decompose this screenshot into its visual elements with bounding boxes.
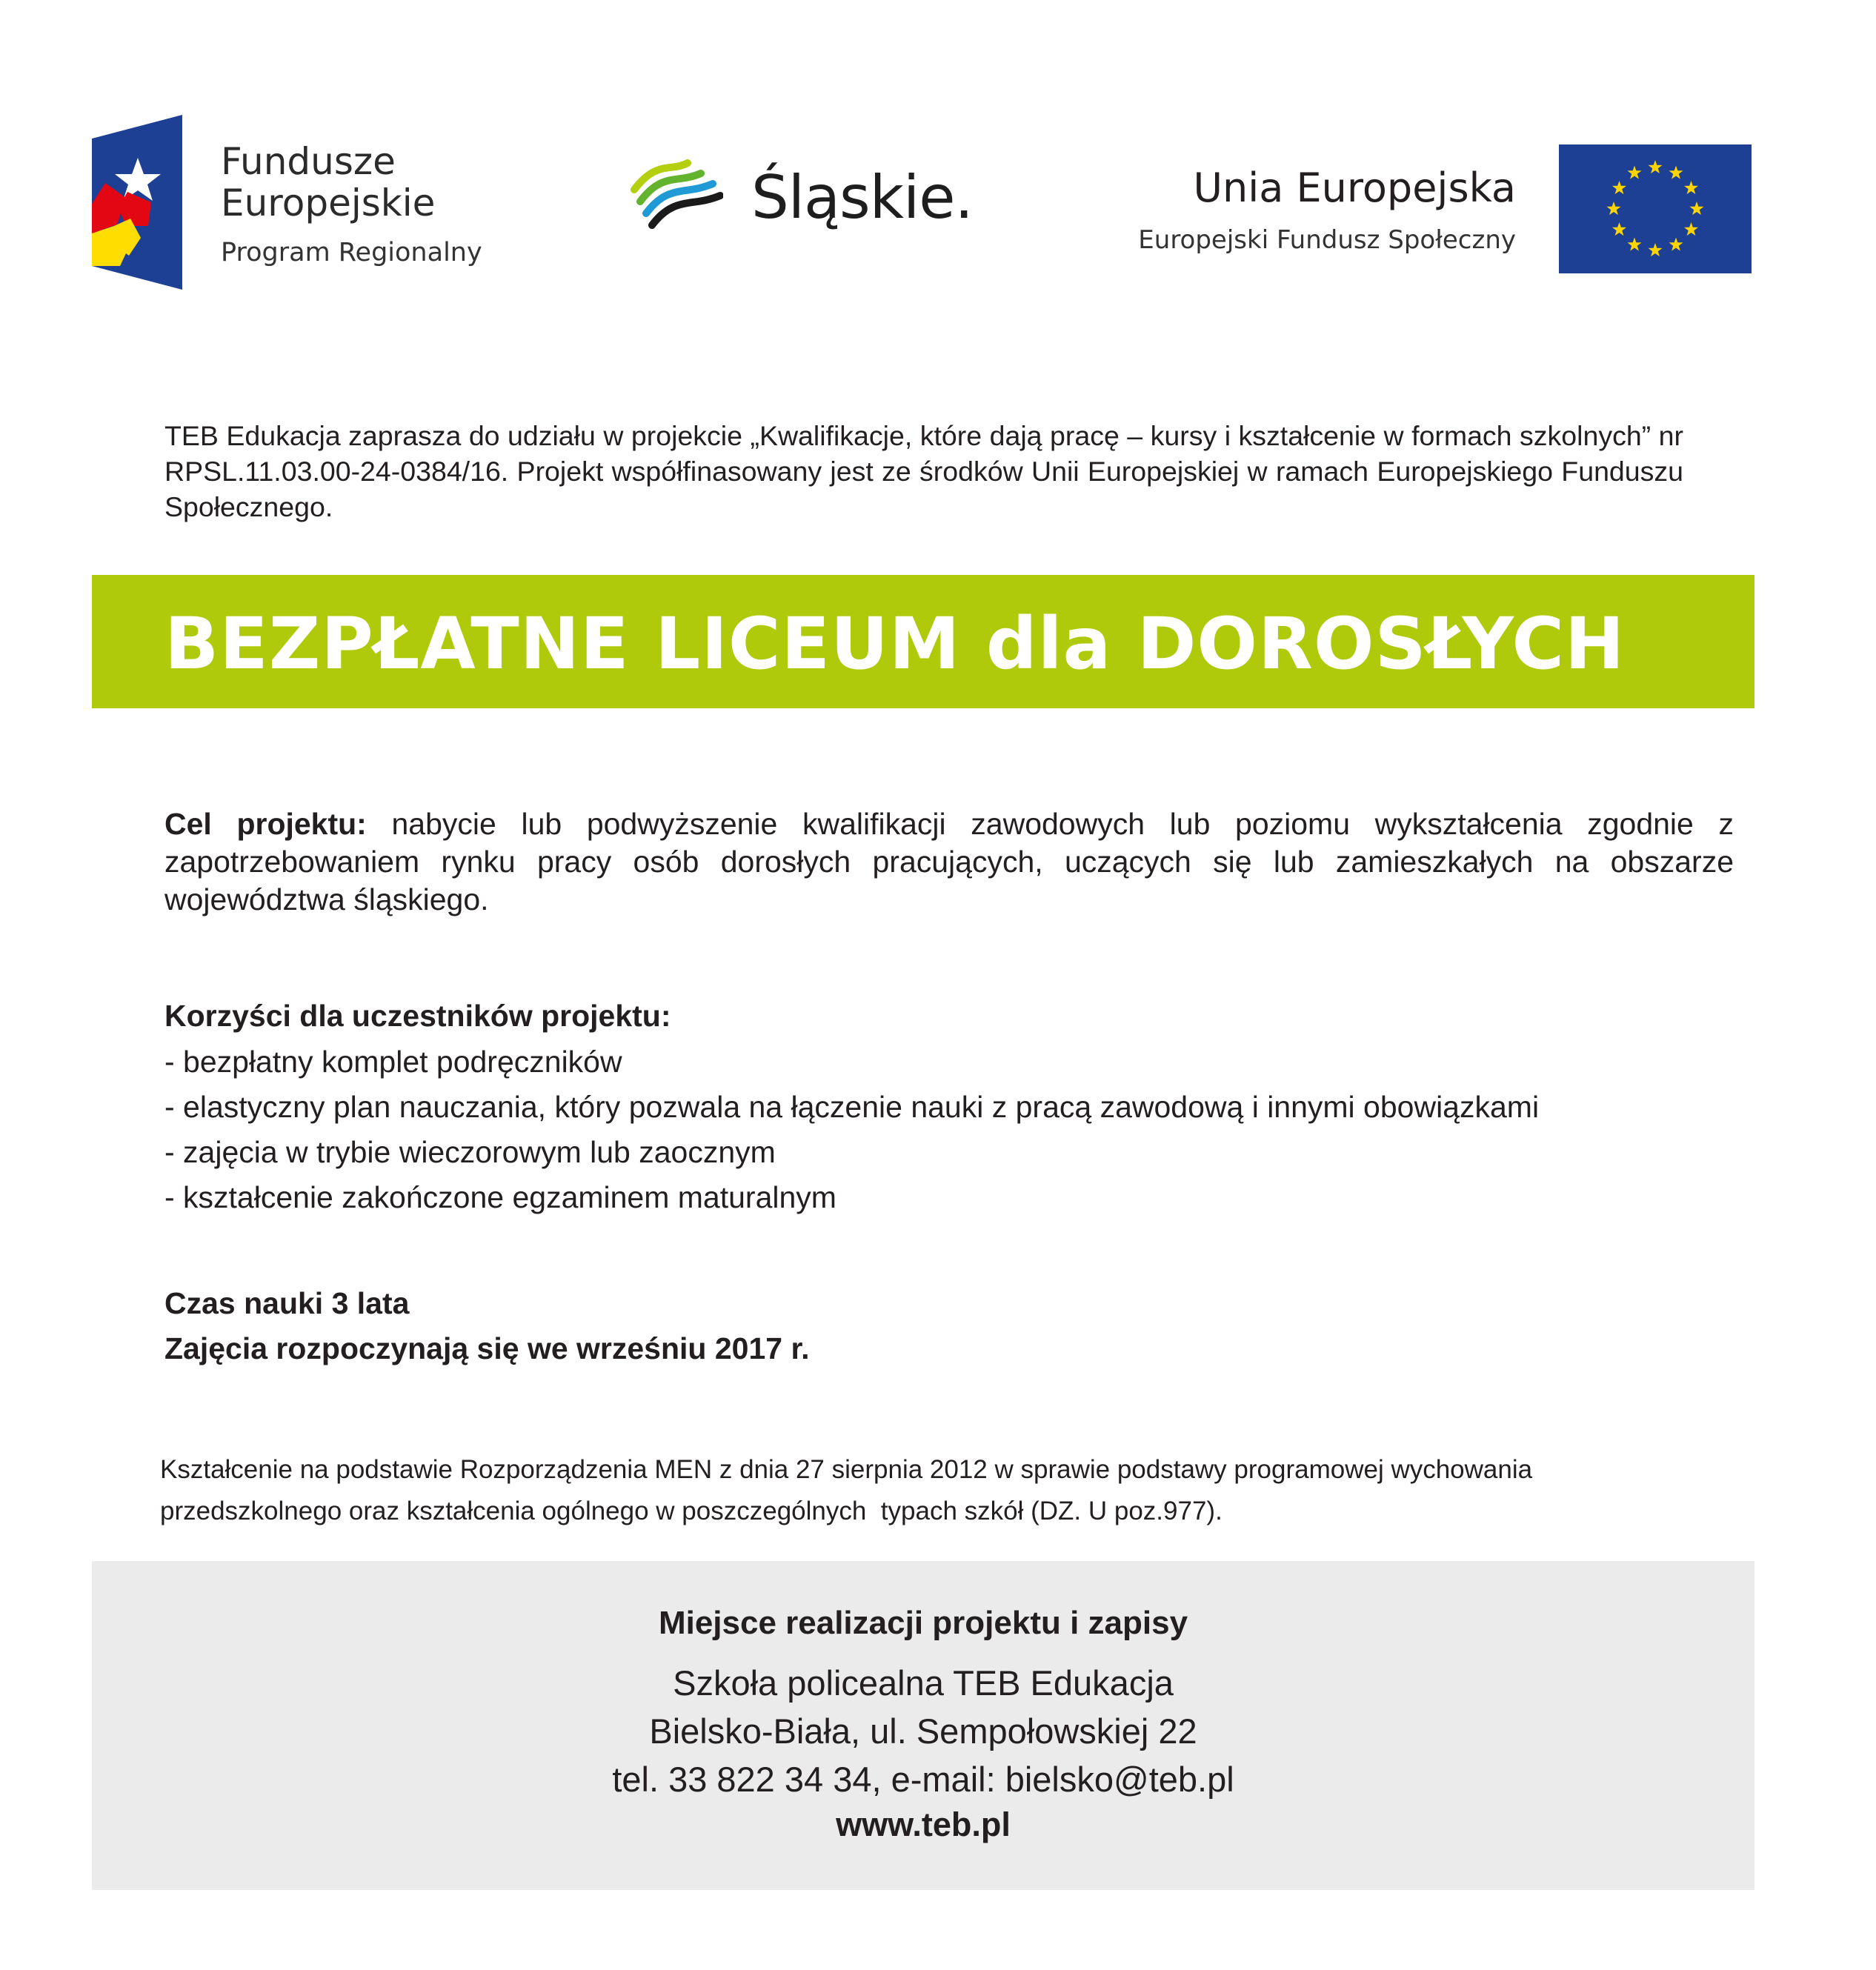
- benefits-heading: Korzyści dla uczestników projektu:: [164, 999, 671, 1033]
- contact-address: Bielsko-Biała, ul. Sempołowskiej 22: [649, 1711, 1197, 1751]
- contact-phone-email: tel. 33 822 34 34, e-mail: bielsko@teb.pl: [612, 1760, 1234, 1799]
- fundusze-europejskie-emblem-icon: [92, 115, 182, 290]
- start-date-line: Zajęcia rozpoczynają się we wrześniu 2017 r.: [164, 1331, 810, 1365]
- contact-title: Miejsce realizacji projektu i zapisy: [658, 1605, 1188, 1641]
- eu-flag-icon: [1559, 144, 1752, 273]
- fe-line3: Program Regionalny: [221, 238, 482, 267]
- legal-line1: Kształcenie na podstawie Rozporządzenia MEN z dnia 27 sierpnia 2012 w sprawie podstawy programowej wychowania: [160, 1455, 1533, 1484]
- contact-details: [92, 1659, 1754, 1803]
- benefit-item: - bezpłatny komplet podręczników: [164, 1045, 622, 1079]
- legal-line2: przedszkolnego oraz kształcenia ogólnego w poszczególnych typach szkół (DZ. U poz.977).: [160, 1497, 1223, 1525]
- benefit-item: - kształcenie zakończone egzaminem maturalnym: [164, 1180, 836, 1214]
- benefit-item: - elastyczny plan nauczania, który pozwala na łączenie nauki z pracą zawodową i innymi obowiązkami: [164, 1090, 1540, 1124]
- benefits-list: [164, 1039, 1539, 1220]
- project-goal-paragraph: [164, 805, 1734, 919]
- contact-school: Szkoła policealna TEB Edukacja: [673, 1663, 1174, 1703]
- ue-line2: Europejski Fundusz Społeczny: [1138, 225, 1516, 255]
- contact-box: [92, 1561, 1754, 1890]
- slaskie-wordmark: Śląskie.: [751, 163, 973, 232]
- slaskie-waves-icon: [630, 157, 723, 231]
- goal-text: nabycie lub podwyższenie kwalifikacji zawodowych lub poziomu wykształcenia zgodnie z zapotrzebowaniem rynku pracy osób dorosłych pracujących, uczących się lub zamieszkałych na obszarze województwa śląskiego.: [164, 807, 1734, 916]
- fe-line1: Fundusze: [221, 140, 396, 183]
- ue-line1: Unia Europejska: [1193, 164, 1516, 211]
- intro-paragraph: TEB Edukacja zaprasza do udziału w projekcie „Kwalifikacje, które dają pracę – kursy i kształcenie w formach szkolnych” nr RPSL.11.03.00-24-0384/16. Projekt współfinasowany jest ze środków Unii Europejskiej w ramach Europejskiego Funduszu Społecznego.: [164, 420, 1683, 522]
- legal-note: [160, 1449, 1716, 1532]
- ue-wordmark: [1138, 166, 1516, 256]
- benefit-item: - zajęcia w trybie wieczorowym lub zaocznym: [164, 1135, 776, 1169]
- fe-line2: Europejskie: [221, 182, 436, 224]
- duration-section: [164, 1284, 810, 1374]
- contact-website-link[interactable]: www.teb.pl: [836, 1806, 1011, 1843]
- fundusze-europejskie-wordmark: [221, 141, 482, 270]
- goal-label: Cel projektu:: [164, 807, 367, 841]
- headline-banner: [92, 575, 1754, 708]
- benefits-section: [164, 995, 1539, 1220]
- headline-text: BEZPŁATNE LICEUM dla DOROSŁYCH: [164, 602, 1626, 685]
- duration-line: Czas nauki 3 lata: [164, 1286, 410, 1320]
